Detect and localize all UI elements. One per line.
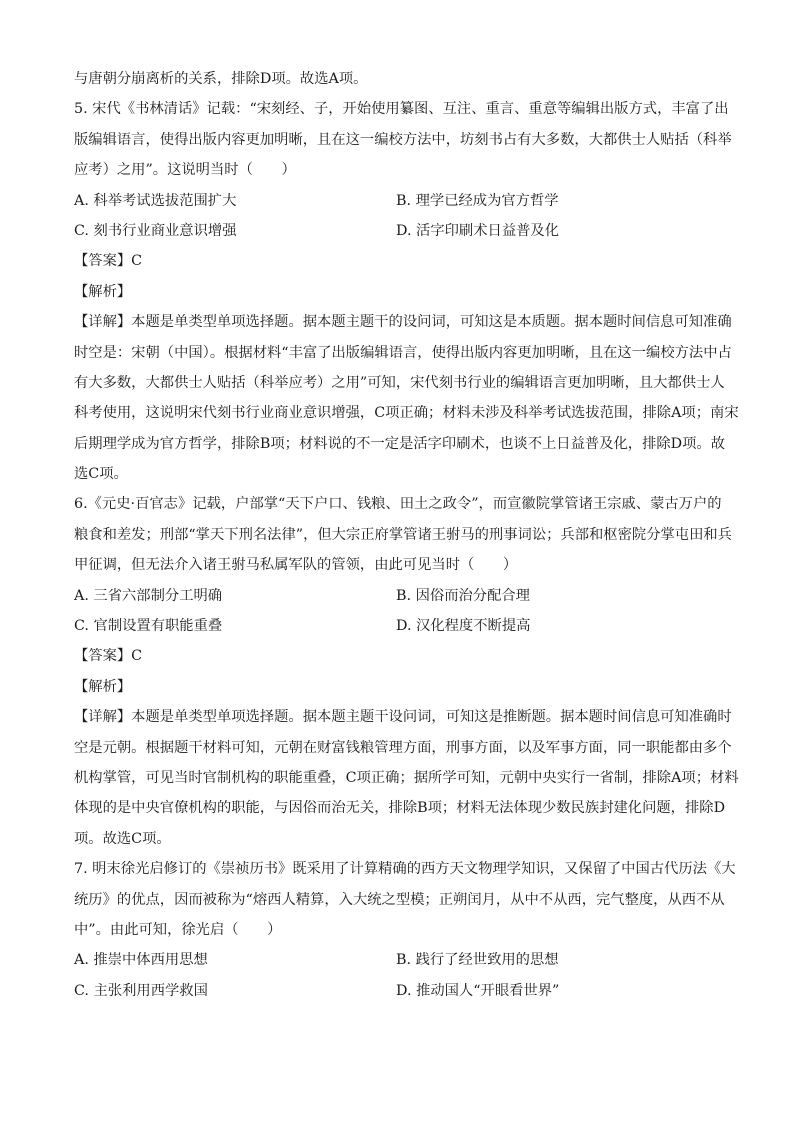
q4-tail-text: 与唐朝分崩离析的关系，排除D项。故选A项。	[74, 71, 368, 87]
q5-detail-line-6: 选C项。	[74, 466, 128, 483]
q7-options-row-1	[74, 945, 724, 975]
q7-option-c: C. 主张利用西学救国	[74, 982, 208, 999]
q7-option-b: B. 践行了经世致用的思想	[396, 952, 559, 969]
q6-option-c: C. 官制设置有职能重叠	[74, 618, 223, 635]
q5-detail-line-3: 有大多数，大都供士人贴括（科举应考）之用”可知，宋代刻书行业的编辑语言更加明晰，且大都供士人	[74, 374, 725, 391]
q5-stem-line-1: 5. 宋代《书林清话》记载：“宋刻经、子，开始使用纂图、互注、重言、重意等编辑出版方式，丰富了出	[74, 101, 729, 118]
q5-options-row-2	[74, 216, 724, 246]
q5-detail-line-2: 时空是：宋朝（中国）。根据材料“丰富了出版编辑语言，使得出版内容更加明晰，且在这一编校方法中占	[74, 344, 732, 361]
q6-option-d: D. 汉化程度不断提高	[396, 618, 531, 635]
q6-analysis-label: 【解析】	[74, 678, 132, 695]
q5-stem-line-3: 应考）之用”。这说明当时（ ）	[74, 162, 296, 179]
q6-detail-line-4: 体现的是中央官僚机构的职能，与因俗而治无关，排除B项；材料无法体现少数民族封建化问题，排除D	[74, 800, 726, 817]
q6-answer: 【答案】C	[74, 648, 143, 665]
question-5	[74, 94, 739, 489]
q6-stem-line-2: 粮食和差发；刑部“掌天下刑名法律”，但大宗正府掌管诸王驸马的刑事词讼；兵部和枢密院分掌屯田和兵	[74, 526, 732, 543]
question-6	[74, 489, 739, 854]
q6-detail-line-3: 机构掌管，可见当时官制机构的职能重叠，C项正确；据所学可知，元朝中央实行一省制，排除A项；材料	[74, 769, 739, 786]
q6-detail-line-2: 空是元朝。根据题干材料可知，元朝在财富钱粮管理方面，刑事方面，以及军事方面，同一职能都由多个	[74, 739, 732, 756]
q7-options-row-2	[74, 976, 724, 1006]
q6-options-row-1	[74, 581, 724, 611]
q7-option-d: D. 推动国人“开眼看世界”	[396, 982, 560, 999]
q5-option-d: D. 活字印刷术日益普及化	[396, 222, 560, 239]
q6-stem-line-1: 6.《元史·百官志》记载，户部掌“天下户口、钱粮、田土之政令”，而宣徽院掌管诸王宗戚、蒙古万户的	[74, 496, 722, 513]
q5-stem-line-2: 版编辑语言，使得出版内容更加明晰，且在这一编校方法中，坊刻书占有大多数，大都供士人贴括（科举	[74, 131, 732, 148]
q5-option-c: C. 刻书行业商业意识增强	[74, 222, 237, 239]
q7-stem-line-3: 中”。由此可知，徐光启（ ）	[74, 921, 282, 938]
q5-detail-line-1: 【详解】本题是单类型单项选择题。据本题主题干的设问词，可知这是本质题。据本题时间信息可知准确	[74, 314, 732, 331]
q6-detail-line-5: 项。故选C项。	[74, 830, 171, 847]
q5-option-a: A. 科举考试选拔范围扩大	[74, 192, 237, 209]
q7-stem-line-1: 7. 明末徐光启修订的《崇祯历书》既采用了计算精确的西方天文物理学知识，又保留了中国古代历法《大	[74, 861, 736, 878]
q5-detail-line-5: 后期理学成为官方哲学，排除B项；材料说的不一定是活字印刷术，也谈不上日益普及化，排除D项。故	[74, 435, 726, 452]
document-page	[74, 64, 739, 1006]
q5-option-b: B. 理学已经成为官方哲学	[396, 192, 559, 209]
q7-option-a: A. 推崇中体西用思想	[74, 952, 208, 969]
q6-options-row-2	[74, 611, 724, 641]
q5-options-row-1	[74, 186, 724, 216]
q6-option-a: A. 三省六部制分工明确	[74, 587, 223, 604]
q5-detail-line-4: 科考使用，这说明宋代刻书行业商业意识增强，C项正确；材料未涉及科举考试选拔范围，排除A项；南宋	[74, 405, 739, 422]
q6-stem-line-3: 甲征调，但无法介入诸王驸马私属军队的管领，由此可见当时（ ）	[74, 557, 518, 574]
question-7	[74, 854, 736, 1006]
q5-answer: 【答案】C	[74, 253, 143, 270]
q5-analysis-label: 【解析】	[74, 283, 132, 300]
q6-option-b: B. 因俗而治分配合理	[396, 587, 530, 604]
q7-stem-line-2: 统历》的优点，因而被称为“熔西人精算，入大统之型模；正朔闰月，从中不从西，完气整度，从西不从	[74, 891, 725, 908]
q6-detail-line-1: 【详解】本题是单类型单项选择题。据本题主题干设问词，可知这是推断题。据本题时间信息可知准确时	[74, 709, 732, 726]
